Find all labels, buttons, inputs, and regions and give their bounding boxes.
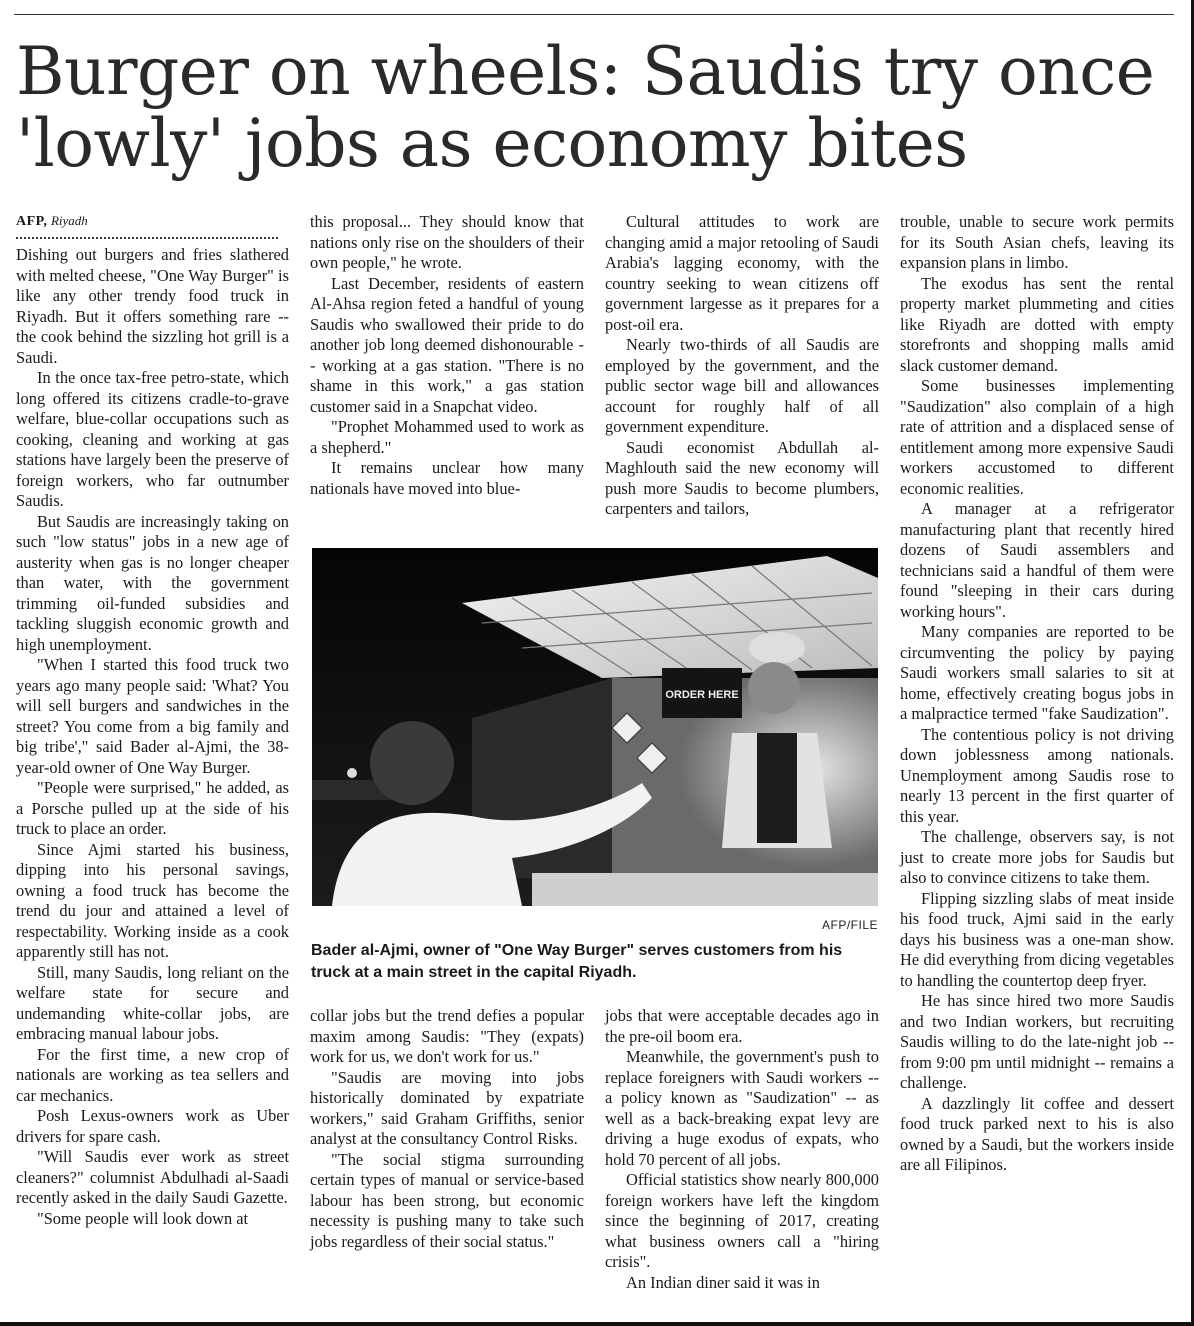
paragraph: A manager at a refrigerator manufacturing plant that recently hired dozens of Saudi assemblers and technicians said a handful of them were found "sleeping in their cars during working hours". [900,499,1174,621]
paragraph: Flipping sizzling slabs of meat inside his food truck, Ajmi said in the early days his business was a one-man show. He did everything from dicing vegetables to handling the countertop deep fryer. [900,888,1174,990]
article-column-3-upper [605,212,879,520]
photo-caption: Bader al-Ajmi, owner of "One Way Burger" serves customers from his truck at a main street in the capital Riyadh. [311,942,843,981]
paragraph: "Some people will look down at [37,1208,249,1228]
paragraph: The challenge, observers say, is not just to create more jobs for Saudis but also to convince citizens to take them. [900,827,1174,887]
paragraph: "The social stigma surrounding certain types of manual or service-based labour has been strong, but economic necessity is pushing many to take such jobs regardless of their social status." [310,1149,584,1251]
article-column-4 [900,212,1174,1176]
headline: Burger on wheels: Saudis try once 'lowly' jobs as economy bites [16,33,1155,182]
photo-credit: AFP/FILE [821,918,878,932]
news-photo [312,548,878,906]
paragraph: Posh Lexus-owners work as Uber drivers for spare cash. [16,1106,289,1146]
paragraph: "Prophet Mohammed used to work as a shepherd." [310,417,584,457]
paragraph: Last December, residents of eastern Al-Ahsa region feted a handful of young Saudis who swallowed their pride to do another job long deemed dishonourable -- working at a gas station. "There is no shame in this work," a gas station customer said in a Snapchat video. [310,273,584,416]
paragraph: The exodus has sent the rental property market plummeting and cities like Riyadh are dotted with empty storefronts and shopping malls amid slack customer demand. [900,273,1174,375]
paragraph: Official statistics show nearly 800,000 foreign workers have left the kingdom since the beginning of 2017, creating what business owners call a "hiring crisis". [605,1170,879,1271]
paragraph: Nearly two-thirds of all Saudis are employed by the government, and the public sector wage bill and allowances account for roughly half of all government expenditure. [605,335,879,436]
bottom-border [0,1322,1194,1326]
paragraph: But Saudis are increasingly taking on such "low status" jobs in a new age of austerity when gas is no longer cheaper than water, with the government trimming oil-funded subsidies and tackling sluggish economic growth and high unemployment. [16,511,289,654]
paragraph: The contentious policy is not driving down joblessness among nationals. Unemployment among Saudis rose to nearly 13 percent in the first quarter of this year. [900,724,1174,826]
paragraph: "When I started this food truck two years ago many people said: 'What? You will sell burgers and sandwiches in the street? You come from a big family and big tribe'," said Bader al-Ajmi, the 38-year-old owner of One Way Burger. [16,655,289,777]
order-here-sign: ORDER HERE [665,689,739,701]
byline-divider [16,237,278,239]
paragraph: Many companies are reported to be circumventing the policy by paying Saudi workers small salaries to sit at home, effectively creating bogus jobs in a malpractice termed "fake Saudization". [900,622,1174,723]
paragraph: A dazzlingly lit coffee and dessert food truck parked next to his is also owned by a Saudi, but the workers inside are all Filipinos. [900,1093,1174,1174]
paragraph: this proposal... They should know that nations only rise on the shoulders of their own people," he wrote. [310,212,584,272]
paragraph: Still, many Saudis, long reliant on the welfare state for secure and undemanding white-collar jobs, are embracing manual labour jobs. [16,962,289,1043]
paragraph: trouble, unable to secure work permits for its South Asian chefs, leaving its expansion plans in limbo. [900,212,1174,272]
paragraph: Meanwhile, the government's push to replace foreigners with Saudi workers -- a policy known as "Saudization" -- as well as a back-breaking expat levy are driving a huge exodus of expats, who hold 70 percent of all jobs. [605,1047,879,1169]
paragraph: jobs that were acceptable decades ago in the pre-oil boom era. [605,1006,879,1046]
article-column-2-upper [310,212,584,499]
paragraph: He has since hired two more Saudis and two Indian workers, but recruiting Saudis willing to do the late-night job -- from 9:00 pm until midnight -- remains a challenge. [900,991,1174,1092]
article-column-3-lower [605,1006,879,1293]
byline-place: Riyadh [50,213,88,228]
article-column-2-lower [310,1006,584,1252]
paragraph: For the first time, a new crop of nationals are working as tea sellers and car mechanics. [16,1044,289,1105]
top-rule [14,14,1174,15]
paragraph: "Saudis are moving into jobs historically dominated by expatriate workers," said Graham Griffiths, senior analyst at the consultancy Control Risks. [310,1067,584,1148]
paragraph: An Indian diner said it was in [626,1272,820,1292]
paragraph: collar jobs but the trend defies a popular maxim among Saudis: "They (expats) work for us, we don't work for us." [310,1006,584,1066]
paragraph: Some businesses implementing "Saudization" also complain of a high rate of attrition and a displaced sense of entitlement among more expensive Saudi workers accustomed to different economic realities. [900,376,1174,498]
paragraph: In the once tax-free petro-state, which long offered its citizens cradle-to-grave welfare, blue-collar occupations such as cooking, cleaning and working at gas stations have largely been the preserve of foreign workers, who far outnumber Saudis. [16,368,289,510]
byline-agency: AFP, [16,214,48,229]
article-column-1 [16,212,289,1229]
byline [16,212,289,231]
paragraph: "People were surprised," he added, as a Porsche pulled up at the side of his truck to place an order. [16,778,289,838]
paragraph: Saudi economist Abdullah al-Maghlouth said the new economy will push more Saudis to become plumbers, carpenters and tailors, [605,437,879,518]
paragraph: Cultural attitudes to work are changing amid a major retooling of Saudi Arabia's lagging economy, with the country seeking to wean citizens off government largesse as it prepares for a post-oil era. [605,212,879,334]
paragraph: It remains unclear how many nationals have moved into blue- [310,458,584,498]
paragraph: "Will Saudis ever work as street cleaners?" columnist Abdulhadi al-Saadi recently asked in the daily Saudi Gazette. [16,1147,289,1207]
paragraph: Dishing out burgers and fries slathered with melted cheese, "One Way Burger" is like any other trendy food truck in Riyadh. But it offers something rare -- the cook behind the sizzling hot grill is a Saudi. [16,245,289,367]
paragraph: Since Ajmi started his business, dipping into his personal savings, owning a food truck has become the trend du jour and attained a level of respectability. Working inside as a cook apparently still has not. [16,839,289,961]
